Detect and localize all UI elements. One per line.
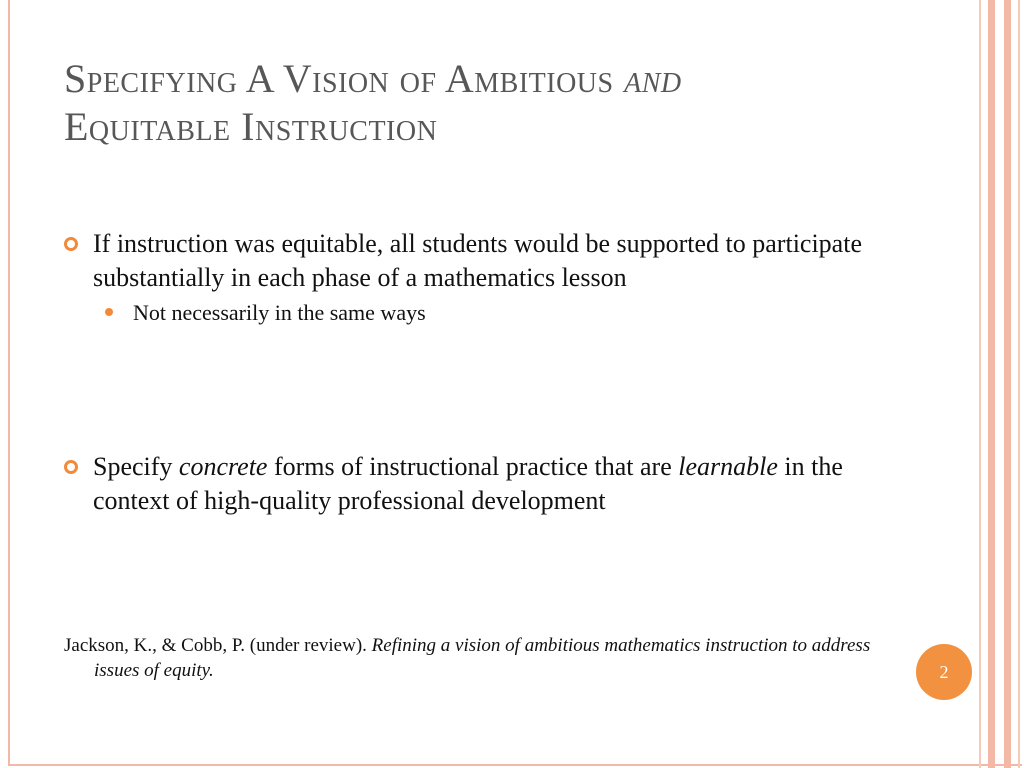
title-part-3: Equitable Instruction	[64, 104, 438, 149]
bullet-text-1: If instruction was equitable, all students would be supported to participate substantially in each phase of a mathematics lesson	[93, 229, 862, 292]
page-number-badge: 2	[916, 644, 972, 700]
decorative-rail	[979, 0, 981, 768]
bullet-text-2	[93, 450, 864, 518]
title-italic-and: and	[624, 56, 682, 101]
citation-authors: Jackson, K., & Cobb, P. (under review).	[64, 635, 372, 656]
italic-run-concrete: concrete	[178, 452, 268, 481]
ring-bullet-icon	[64, 237, 78, 251]
decorative-rail	[1018, 0, 1020, 768]
bullet-item-2	[64, 450, 864, 518]
text-run: Specify	[93, 452, 179, 481]
text-run: forms of instructional practice that are	[267, 452, 679, 481]
italic-run-learnable: learnable	[678, 452, 778, 481]
citation-reference	[64, 633, 874, 683]
sub-bullet-item	[133, 299, 864, 327]
text-run: in the context of high-quality professional development	[93, 452, 843, 515]
decorative-rail	[1004, 0, 1011, 768]
decorative-rail	[988, 0, 995, 768]
slide-title	[64, 55, 924, 151]
sub-bullet-text: Not necessarily in the same ways	[133, 300, 426, 325]
ring-bullet-icon	[64, 460, 78, 474]
dot-bullet-icon	[105, 308, 113, 316]
title-part-1: Specifying A Vision of Ambitious	[64, 56, 625, 101]
bullet-item-1	[64, 227, 864, 327]
citation-title: Refining a vision of ambitious mathematics instruction to address issues of equity.	[94, 635, 871, 681]
